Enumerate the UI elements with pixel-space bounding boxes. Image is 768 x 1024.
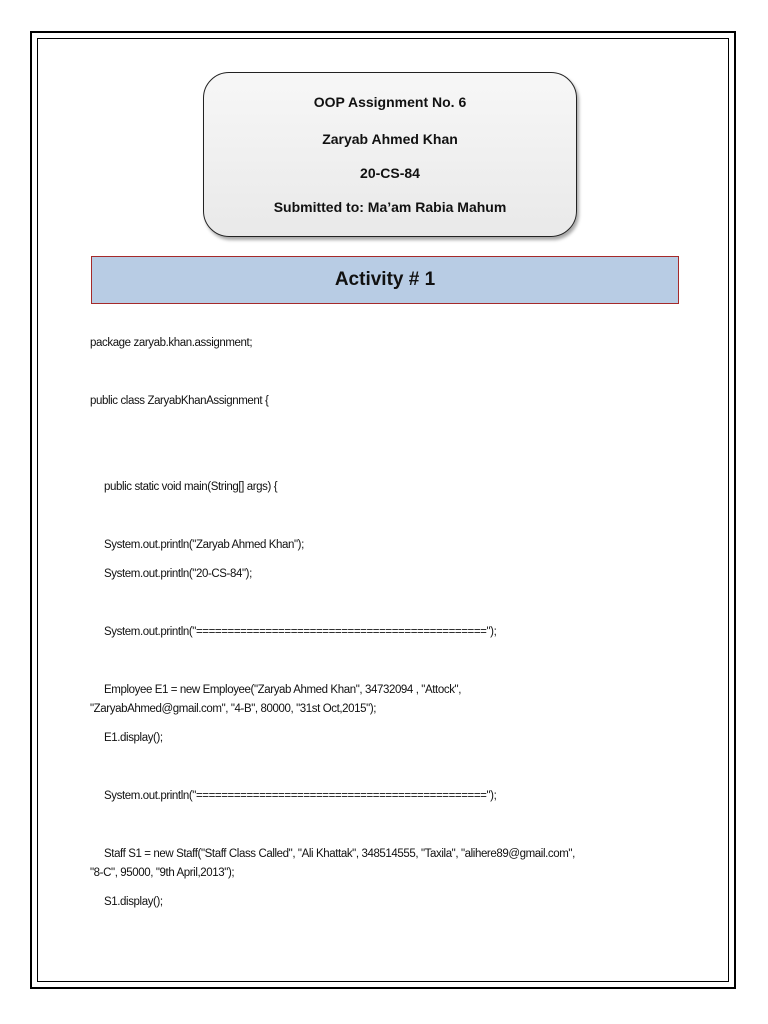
code-employee-line: Employee E1 = new Employee("Zaryab Ahmed Khan", 34732094 , "Attock", (104, 684, 462, 696)
roll-number: 20-CS-84 (360, 165, 420, 181)
title-box (203, 72, 577, 237)
code-employee-line-continued: "ZaryabAhmed@gmail.com", "4-B", 80000, "31st Oct,2015"); (90, 703, 377, 715)
submitted-to: Submitted to: Ma’am Rabia Mahum (273, 199, 507, 215)
code-staff-line-continued: "8-C", 95000, "9th April,2013"); (90, 867, 235, 879)
code-staff-line: Staff S1 = new Staff("Staff Class Called", "Ali Khattak", 348514555, "Taxila", "alihere89@gmail.com", (104, 848, 575, 860)
assignment-title: OOP Assignment No. 6 (313, 94, 467, 110)
student-name: Zaryab Ahmed Khan (322, 131, 458, 147)
code-employee-display: E1.display(); (104, 732, 163, 744)
code-print-separator: System.out.println("=============================================="); (104, 790, 497, 802)
code-print-separator: System.out.println("=============================================="); (104, 626, 497, 638)
code-main-declaration: public static void main(String[] args) { (104, 481, 278, 493)
code-print-name: System.out.println("Zaryab Ahmed Khan"); (104, 539, 304, 551)
code-class-declaration: public class ZaryabKhanAssignment { (90, 395, 269, 407)
code-staff-display: S1.display(); (104, 896, 163, 908)
activity-heading: Activity # 1 (91, 256, 679, 304)
code-print-roll: System.out.println("20-CS-84"); (104, 568, 252, 580)
code-package: package zaryab.khan.assignment; (90, 337, 253, 349)
